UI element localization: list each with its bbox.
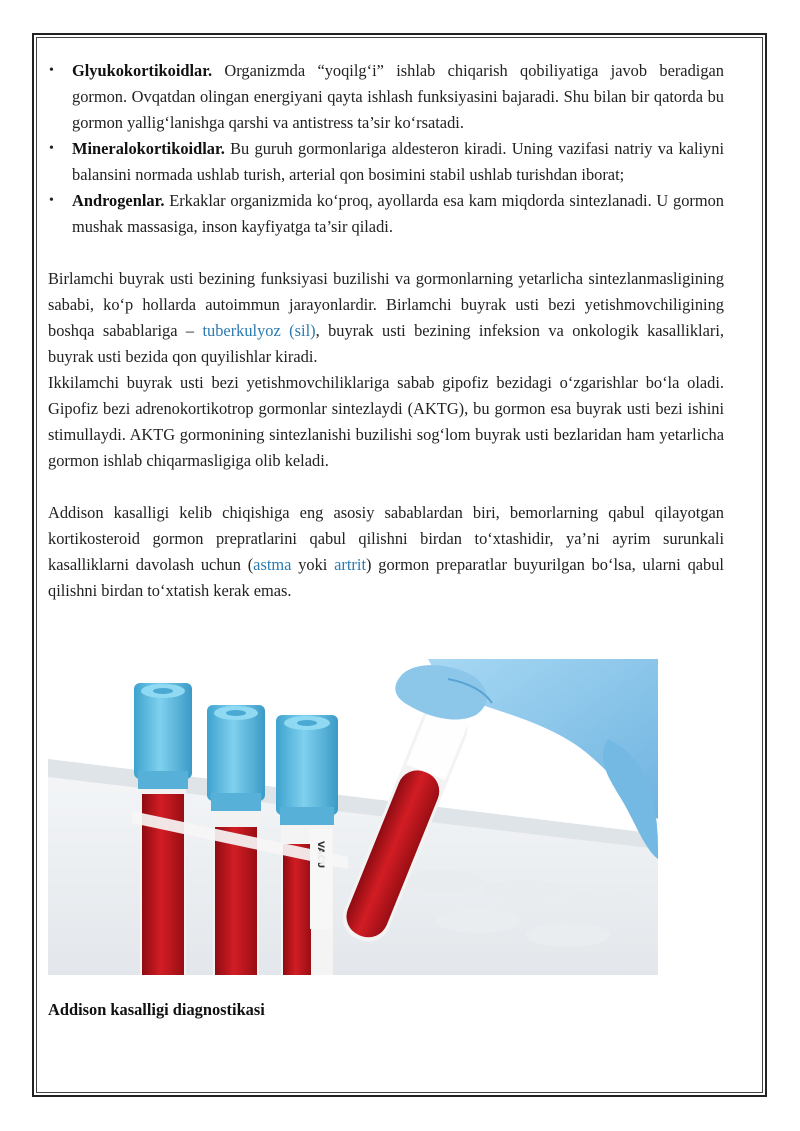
list-item <box>48 136 724 188</box>
paragraph-primary-causes: Birlamchi buyrak usti bezining funksiyasi buzilishi va gormonlarning yetarlicha sintezlanmasligining sababi, ko‘p hollarda autoimmun jarayonlardir. Birlamchi buyrak usti bezi yetishmovchiligining boshqa sabablariga – tuberkulyoz (sil), buyrak usti bezining infeksion va onkologik kasalliklari, buyrak usti bezida qon quyilishlar kiradi. <box>48 269 724 366</box>
bullet-text: Bu guruh gormonlariga aldesteron kiradi. Uning vazifasi natriy va kaliyni balansini normada ushlab turish, arterial qon bosimini stabil ushlab turishdan iborat; <box>72 139 724 184</box>
bullet-icon: • <box>49 141 54 156</box>
tuberculosis-link[interactable]: tuberkulyoz (sil) <box>202 321 316 340</box>
list-item <box>48 58 724 136</box>
asthma-link[interactable]: astma <box>253 555 292 574</box>
bullet-text: Organizmda “yoqilg‘i” ishlab chiqarish qobiliyatiga javob beradigan gormon. Ovqatdan olingan energiyani qayta ishlash funksiyasini bajaradi. Shu bilan bir qatorda bu gormon yallig‘lanishga qarshi va antistress ta’sir ko‘rsatadi. <box>72 61 724 132</box>
bullet-icon: • <box>49 193 54 208</box>
bullet-term: Androgenlar. <box>72 191 165 210</box>
article-body <box>48 58 724 604</box>
bullet-term: Glyukokortikoidlar. <box>72 61 213 80</box>
blood-tubes-photo <box>48 659 658 975</box>
bullet-text: Erkaklar organizmida ko‘proq, ayollarda esa kam miqdorda sintezlanadi. U gormon mushak massasiga, inson kayfiyatga ta’sir qiladi. <box>72 191 724 236</box>
adrenal-hormones-list <box>48 58 724 240</box>
bullet-icon: • <box>49 63 54 78</box>
list-item <box>48 188 724 240</box>
bullet-term: Mineralokortikoidlar. <box>72 139 225 158</box>
arthritis-link[interactable]: artrit <box>334 555 366 574</box>
section-heading-diagnostics: Addison kasalligi diagnostikasi <box>48 1000 265 1019</box>
paragraph-steroid-withdrawal: Addison kasalligi kelib chiqishiga eng asosiy sabablardan biri, bemorlarning qabul qilayotgan kortikosteroid gormon prepratlarini qabul qilishni birdan to‘xtashidir, ya’ni ayrim surunkali kasalliklarni davolash uchun (astma yoki artrit) gormon preparatlar buyurilgan bo‘lsa, ularni qabul qilishni birdan to‘xtatish kerak emas. <box>48 503 724 600</box>
paragraph-secondary-causes: Ikkilamchi buyrak usti bezi yetishmovchiliklariga sabab gipofiz bezidagi o‘zgarishlar bo‘la oladi. Gipofiz bezi adrenokortikotrop gormonlar sintezlaydi (AKTG), bu gormon esa buyrak usti bezi ishini stimullaydi. AKTG gormonining sintezlanishi buzilishi sog‘lom buyrak usti bezlaridan ham yetarlicha gormon ishlab chiqarmasligiga olib keladi. <box>48 373 724 470</box>
